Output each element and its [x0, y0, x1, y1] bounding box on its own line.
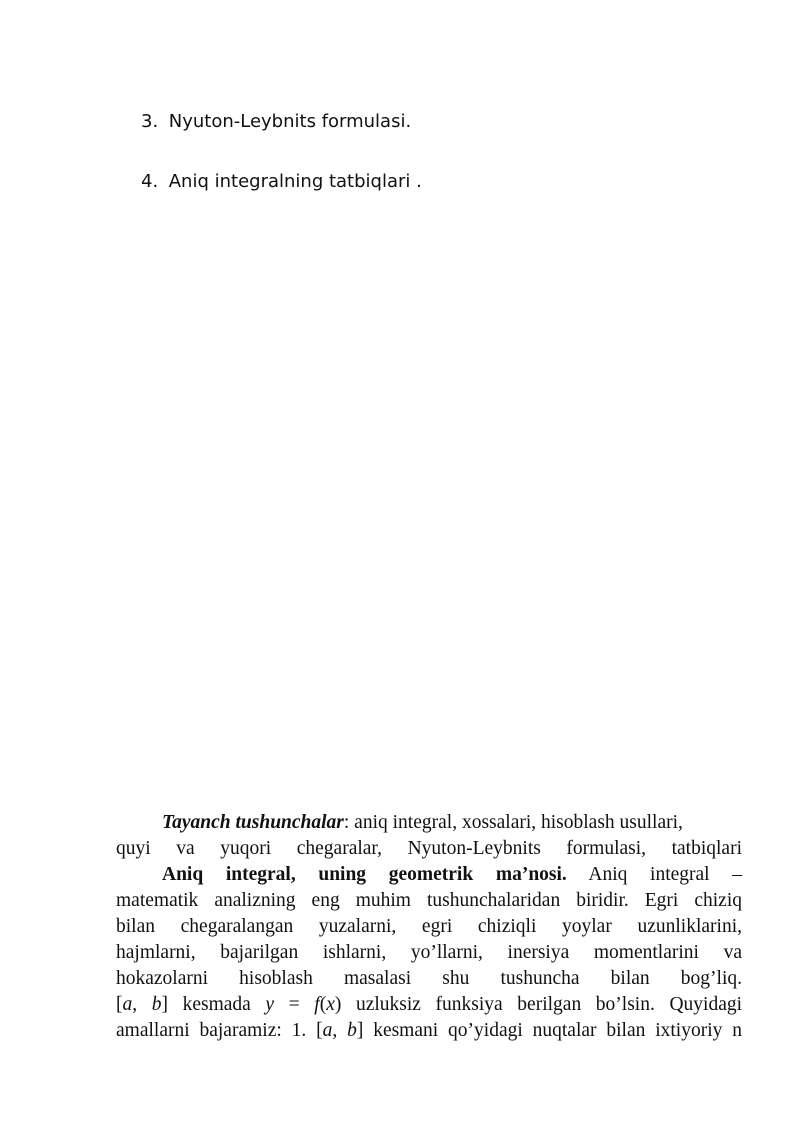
- paragraph-line: hokazolarni hisoblash masalasi shu tushuncha bilan bog’liq.: [116, 968, 742, 989]
- keywords-label: Tayanch tushunchalar: [162, 812, 344, 833]
- text-run: (: [319, 994, 327, 1015]
- paragraph-line: bilan chegaralangan yuzalarni, egri chiziqli yoylar uzunliklarini,: [116, 916, 742, 937]
- text-run: ,: [332, 1020, 348, 1041]
- list-number: 4.: [141, 171, 159, 192]
- text-run: ] kesmada: [161, 994, 266, 1015]
- text-run: amallarni bajaramiz: 1. [: [116, 1020, 323, 1041]
- text-run: [: [116, 994, 123, 1015]
- text-run: ] kesmani qo’yidagi nuqtalar bilan ixtiyoriy n: [356, 1020, 742, 1041]
- text-run: =: [274, 994, 315, 1015]
- math-var: x: [326, 994, 335, 1015]
- paragraph-line: matematik analizning eng muhim tushunchalaridan biridir. Egri chiziq: [116, 890, 742, 911]
- heading-rest: Aniq integral –: [566, 864, 742, 885]
- math-var: a: [122, 994, 133, 1015]
- paragraph-line: hajmlarni, bajarilgan ishlarni, yo’llarni, inersiya momentlarini va: [116, 942, 742, 963]
- math-var: f: [314, 994, 320, 1015]
- math-var: y: [265, 994, 275, 1015]
- list-item-text: Nyuton-Leybnits formulasi.: [168, 111, 412, 132]
- text-run: ) uzluksiz funksiya berilgan bo’lsin. Quyidagi: [334, 994, 743, 1015]
- paragraph-line: [162, 810, 742, 836]
- section-heading: Aniq integral, uning geometrik ma’nosi.: [162, 864, 567, 885]
- math-var: b: [347, 1020, 357, 1041]
- list-item-text: Aniq integralning tatbiqlari .: [168, 171, 422, 192]
- paragraph-line: [162, 862, 742, 888]
- list-item: [141, 110, 411, 134]
- math-var: a: [322, 1020, 333, 1041]
- text-run: ,: [132, 994, 152, 1015]
- paragraph-line: quyi va yuqori chegaralar, Nyuton-Leybnits formulasi, tatbiqlari: [116, 838, 742, 859]
- keywords-list: : aniq integral, xossalari, hisoblash usullari,: [343, 812, 683, 833]
- paragraph-line: [116, 1018, 742, 1044]
- list-item: [141, 170, 422, 194]
- list-number: 3.: [141, 111, 159, 132]
- paragraph-line: [116, 992, 742, 1018]
- math-var: b: [151, 994, 162, 1015]
